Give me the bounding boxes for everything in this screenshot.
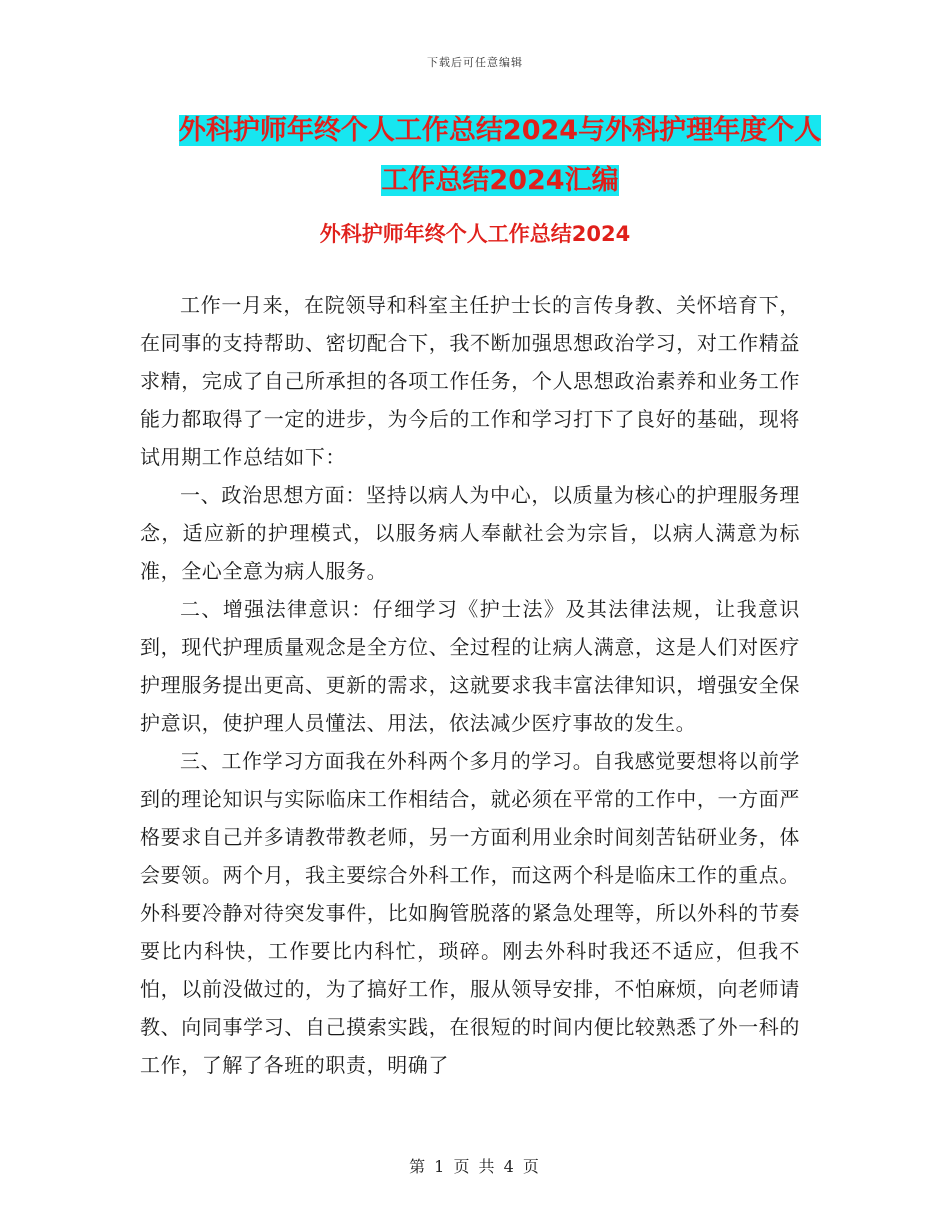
- header-note: 下载后可任意编辑: [427, 56, 523, 69]
- document-title-line-2: 工作总结2024汇编: [381, 165, 619, 196]
- paragraph: 二、增强法律意识：仔细学习《护士法》及其法律法规，让我意识到，现代护理质量观念是全方位、全过程的让病人满意，这是人们对医疗护理服务提出更高、更新的需求，这就要求我丰富法律知识，增强安全保护意识，使护理人员懂法、用法，依法减少医疗事故的发生。: [140, 597, 800, 735]
- page-footer: 第 1 页 共 4 页: [409, 1157, 541, 1176]
- body-text: [140, 286, 800, 1084]
- section-title: 外科护师年终个人工作总结2024: [319, 222, 631, 246]
- paragraph: 工作一月来，在院领导和科室主任护士长的言传身教、关怀培育下，在同事的支持帮助、密切配合下，我不断加强思想政治学习，对工作精益求精，完成了自己所承担的各项工作任务，个人思想政治素养和业务工作能力都取得了一定的进步，为今后的工作和学习打下了良好的基础，现将试用期工作总结如下：: [140, 293, 800, 469]
- document-title-line-1: 外科护师年终个人工作总结2024与外科护理年度个人: [178, 115, 822, 146]
- paragraph: 三、工作学习方面我在外科两个多月的学习。自我感觉要想将以前学到的理论知识与实际临床工作相结合，就必须在平常的工作中，一方面严格要求自己并多请教带教老师，另一方面利用业余时间刻苦钻研业务，体会要领。两个月，我主要综合外科工作，而这两个科是临床工作的重点。外科要冷静对待突发事件，比如胸管脱落的紧急处理等，所以外科的节奏要比内科快，工作要比内科忙，琐碎。刚去外科时我还不适应，但我不怕，以前没做过的，为了搞好工作，服从领导安排，不怕麻烦，向老师请教、向同事学习、自己摸索实践，在很短的时间内便比较熟悉了外一科的工作，了解了各班的职责，明确了: [140, 749, 800, 1077]
- paragraph: 一、政治思想方面：坚持以病人为中心，以质量为核心的护理服务理念，适应新的护理模式，以服务病人奉献社会为宗旨，以病人满意为标准，全心全意为病人服务。: [140, 483, 800, 583]
- document-title: [140, 106, 860, 206]
